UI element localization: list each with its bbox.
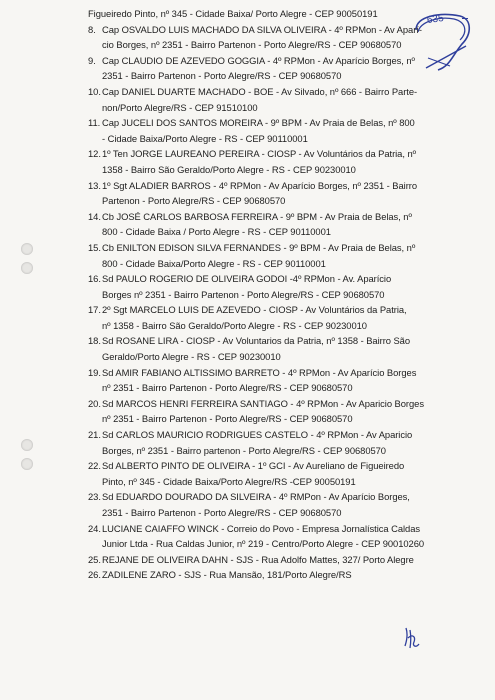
entry-number: 15. [88,241,101,253]
list-item [88,240,483,271]
entry-number: 13. [88,179,101,191]
list-item [88,115,483,146]
list-item [88,489,483,520]
list-item [88,178,483,209]
entry-number: 18. [88,335,101,347]
page-number: 635 [426,12,445,27]
list-item [88,365,483,396]
entry-line: 1º Ten JORGE LAUREANO PEREIRA - CIOSP - Av Voluntários da Patria, nº [102,148,416,160]
handwritten-initials [402,624,422,650]
list-item [88,209,483,240]
entry-line: Cap OSVALDO LUIS MACHADO DA SILVA OLIVEIRA - 4º RPMon - Av Aparí- [102,23,422,35]
list-item [88,302,483,333]
entry-line: Sd MARCOS HENRI FERREIRA SANTIAGO - 4º RPMon - Av Aparicio Borges [102,397,424,409]
entry-number: 20. [88,397,101,409]
list-item [88,427,483,458]
punch-hole [21,439,33,451]
list-item [88,396,483,427]
entry-line: 1º Sgt ALADIER BARROS - 4º RPMon - Av Aparício Borges, nº 2351 - Bairro [102,179,418,191]
list-item [88,271,483,302]
entry-number: 26. [88,569,101,581]
entry-line: Cb ENILTON EDISON SILVA FERNANDES - 9º BPM - Av Praia de Belas, nº [102,241,416,253]
entry-number: 14. [88,210,101,222]
entry-number: 12. [88,148,101,160]
entry-number: 9. [88,54,96,66]
list-item [88,146,483,177]
entry-line: 2351 - Bairro Partenon - Porto Alegre/RS - CEP 90680570 [102,507,342,518]
entry-line: 800 - Cidade Baixa/Porto Alegre - RS - CEP 90110001 [102,257,326,269]
entry-line: non/Porto Alegre/RS - CEP 91510100 [102,101,258,113]
entry-number: 11. [88,117,101,129]
list-item [88,552,483,568]
list-item [88,6,483,22]
list-item [88,521,483,552]
entry-line: REJANE DE OLIVEIRA DAHN - SJS - Rua Adolfo Mattes, 327/ Porto Alegre [102,553,414,565]
entry-line: Sd ALBERTO PINTO DE OLIVEIRA - 1º GCI - Av Aureliano de Figueiredo [102,460,405,472]
list-item [88,458,483,489]
entry-line: 800 - Cidade Baixa / Porto Alegre - RS - CEP 90110001 [102,226,331,238]
list-item [88,567,483,583]
entry-line: 1358 - Bairro São Geraldo/Porto Alegre - RS - CEP 90230010 [102,163,356,175]
entry-line: Sd ROSANE LIRA - CIOSP - Av Voluntarios da Patria, nº 1358 - Bairro São [102,335,411,347]
entry-number: 16. [88,273,101,285]
entry-line: 2351 - Bairro Partenon - Porto Alegre/RS - CEP 90680570 [102,70,342,82]
entry-number: 17. [88,304,101,316]
entry-line: Junior Ltda - Rua Caldas Junior, nº 219 - Centro/Porto Alegre - CEP 90010260 [102,538,425,550]
list-item [88,84,483,115]
entry-line: Borges, nº 2351 - Bairro partenon - Porto Alegre/RS - CEP 90680570 [102,444,386,456]
entry-line: 2º Sgt MARCELO LUIS DE AZEVEDO - CIOSP - Av Voluntários da Patria, [102,304,407,316]
entry-number: 25. [88,553,101,565]
entry-number: 21. [88,429,101,441]
entry-line: Cap JUCELI DOS SANTOS MOREIRA - 9º BPM - Av Praia de Belas, nº 800 [102,117,415,129]
mark-icon [462,17,468,20]
entry-line: ZADILENE ZARO - SJS - Rua Mansão, 181/Porto Alegre/RS [102,569,352,581]
entry-number: 19. [88,366,101,378]
entry-line: Cap DANIEL DUARTE MACHADO - BOE - Av Silvado, nº 666 - Bairro Parte- [102,85,418,97]
entry-number: 24. [88,522,101,534]
entry-line: Cb JOSÉ CARLOS BARBOSA FERREIRA - 9º BPM - Av Praia de Belas, nº [102,210,412,222]
entry-line: Cap CLAUDIO DE AZEVEDO GOGGIA - 4º RPMon - Av Aparício Borges, nº [102,54,415,66]
entry-number: 23. [88,491,101,503]
address-list [88,6,483,583]
entry-number: 10. [88,85,101,97]
list-item [88,22,483,53]
entry-line: Sd EDUARDO DOURADO DA SILVEIRA - 4º RMPon - Av Aparício Borges, [102,491,410,503]
entry-line: Sd AMIR FABIANO ALTISSIMO BARRETO - 4º RPMon - Av Aparício Borges [102,366,417,378]
entry-line: cio Borges, nº 2351 - Bairro Partenon - Porto Alegre/RS - CEP 90680570 [102,39,402,51]
entry-line: Sd PAULO ROGERIO DE OLIVEIRA GODOI -4º RPMon - Av. Aparício [102,273,392,285]
entry-line: Sd CARLOS MAURICIO RODRIGUES CASTELO - 4º RPMon - Av Aparicio [102,429,413,441]
list-item [88,333,483,364]
entry-line: Borges nº 2351 - Bairro Partenon - Porto Alegre/RS - CEP 90680570 [102,288,385,300]
entry-line: Pinto, nº 345 - Cidade Baixa/Porto Alegre/RS -CEP 90050191 [102,475,356,487]
entry-line: Geraldo/Porto Alegre - RS - CEP 90230010 [102,351,281,363]
list-item [88,53,483,84]
entry-line: - Cidade Baixa/Porto Alegre - RS - CEP 90110001 [102,132,308,144]
entry-line: Figueiredo Pinto, nº 345 - Cidade Baixa/ Porto Alegre - CEP 90050191 [88,8,378,19]
entry-number: 8. [88,23,96,35]
entry-line: nº 2351 - Bairro Partenon - Porto Alegre/RS - CEP 90680570 [102,382,353,394]
punch-hole [21,243,33,255]
entry-line: Partenon - Porto Alegre/RS - CEP 90680570 [102,195,286,207]
entry-line: nº 1358 - Bairro São Geraldo/Porto Alegre - RS - CEP 90230010 [102,319,367,331]
entry-line: nº 2351 - Bairro Partenon - Porto Alegre/RS - CEP 90680570 [102,413,353,425]
entry-number: 22. [88,460,101,472]
entry-line: LUCIANE CAIAFFO WINCK - Correio do Povo - Empresa Jornalística Caldas [102,522,420,534]
punch-hole [21,458,33,470]
punch-hole [21,262,33,274]
